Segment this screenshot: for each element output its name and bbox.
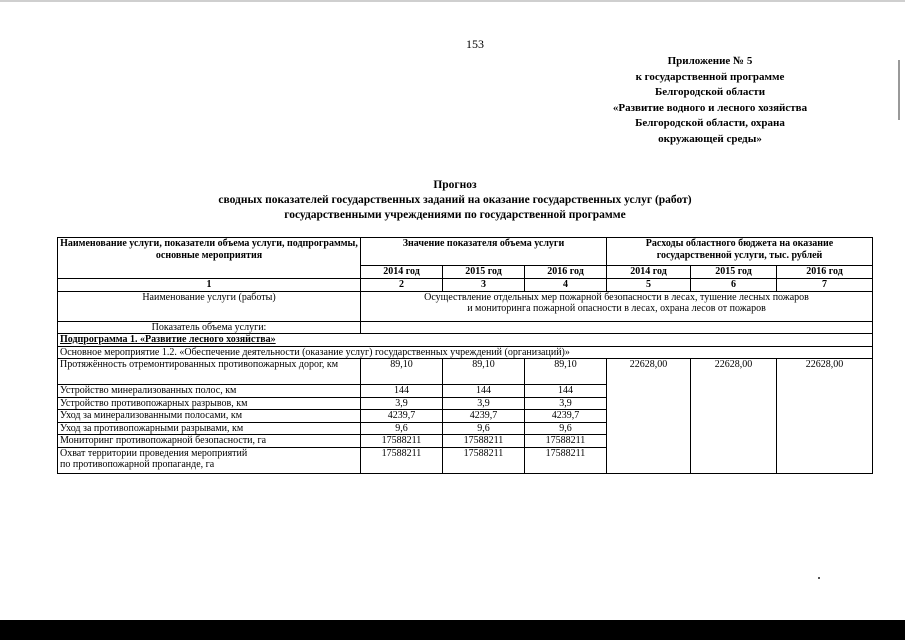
scan-bottom-edge bbox=[0, 620, 905, 640]
service-value bbox=[361, 291, 873, 321]
value-2015: 144 bbox=[443, 385, 525, 398]
appendix-line: Приложение № 5 bbox=[667, 55, 753, 67]
expense-2014: 22628,00 bbox=[607, 359, 691, 474]
value-2014: 3,9 bbox=[361, 397, 443, 410]
value-2015: 9,6 bbox=[443, 422, 525, 435]
value-2016: 89,10 bbox=[525, 359, 607, 385]
service-value-line: и мониторинга пожарной опасности в лесах, охрана лесов от пожаров bbox=[467, 303, 766, 314]
row-name-line: по противопожарной пропаганде, га bbox=[60, 459, 215, 470]
row-name bbox=[58, 447, 361, 473]
value-2015: 17588211 bbox=[443, 447, 525, 473]
year-header: 2014 год bbox=[361, 266, 443, 279]
header-volume-group: Значение показателя объема услуги bbox=[361, 238, 607, 266]
value-2015: 17588211 bbox=[443, 435, 525, 448]
subprogram-title: Подпрограмма 1. «Развитие лесного хозяйства» bbox=[58, 334, 873, 347]
document-heading bbox=[150, 178, 760, 223]
table-header-row bbox=[58, 238, 873, 266]
column-number-row bbox=[58, 279, 873, 292]
main-event-title: Основное мероприятие 1.2. «Обеспечение деятельности (оказание услуг) государственных учреждений (организаций)» bbox=[58, 346, 873, 359]
value-2015: 4239,7 bbox=[443, 410, 525, 423]
scan-top-edge bbox=[0, 0, 905, 2]
indicator-label: Показатель объема услуги: bbox=[58, 321, 361, 334]
value-2016: 4239,7 bbox=[525, 410, 607, 423]
column-number: 2 bbox=[361, 279, 443, 292]
value-2016: 9,6 bbox=[525, 422, 607, 435]
column-number: 1 bbox=[58, 279, 361, 292]
row-name: Протяжённость отремонтированных противопожарных дорог, км bbox=[58, 359, 361, 385]
scan-margin-mark bbox=[898, 60, 900, 120]
row-name: Мониторинг противопожарной безопасности, га bbox=[58, 435, 361, 448]
scan-speck bbox=[818, 577, 820, 579]
value-2016: 3,9 bbox=[525, 397, 607, 410]
row-name: Устройство противопожарных разрывов, км bbox=[58, 397, 361, 410]
appendix-line: к государственной программе bbox=[635, 70, 785, 83]
appendix-line: окружающей среды» bbox=[658, 132, 762, 145]
column-number: 6 bbox=[691, 279, 777, 292]
expense-2015: 22628,00 bbox=[691, 359, 777, 474]
page-number: 153 bbox=[466, 37, 484, 51]
expense-2016: 22628,00 bbox=[777, 359, 873, 474]
forecast-table bbox=[57, 237, 873, 474]
year-header: 2016 год bbox=[777, 266, 873, 279]
year-header: 2014 год bbox=[607, 266, 691, 279]
header-expense-group: Расходы областного бюджета на оказание государственной услуги, тыс. рублей bbox=[607, 238, 873, 266]
value-2014: 89,10 bbox=[361, 359, 443, 385]
value-2015: 3,9 bbox=[443, 397, 525, 410]
subprogram-row bbox=[58, 334, 873, 347]
column-number: 5 bbox=[607, 279, 691, 292]
service-label: Наименование услуги (работы) bbox=[58, 291, 361, 321]
value-2016: 144 bbox=[525, 385, 607, 398]
indicator-empty-cell bbox=[361, 321, 873, 334]
value-2014: 144 bbox=[361, 385, 443, 398]
appendix-line: «Развитие водного и лесного хозяйства bbox=[612, 101, 808, 114]
service-value-line: Осуществление отдельных мер пожарной безопасности в лесах, тушение лесных пожаров bbox=[424, 291, 809, 303]
service-row bbox=[58, 291, 873, 321]
main-event-row bbox=[58, 346, 873, 359]
appendix-line: Белгородской области bbox=[654, 86, 766, 98]
year-header: 2015 год bbox=[691, 266, 777, 279]
value-2016: 17588211 bbox=[525, 435, 607, 448]
header-name-column: Наименование услуги, показатели объема услуги, подпрограммы, основные мероприятия bbox=[58, 238, 361, 279]
row-name: Устройство минерализованных полос, км bbox=[58, 385, 361, 398]
row-name: Уход за противопожарными разрывами, км bbox=[58, 422, 361, 435]
heading-line: сводных показателей государственных заданий на оказание государственных услуг (работ) bbox=[218, 194, 692, 206]
column-number: 4 bbox=[525, 279, 607, 292]
table-row bbox=[58, 359, 873, 385]
value-2014: 17588211 bbox=[361, 435, 443, 448]
value-2014: 17588211 bbox=[361, 447, 443, 473]
appendix-block bbox=[575, 54, 845, 147]
value-2016: 17588211 bbox=[525, 447, 607, 473]
row-name-line: Охват территории проведения мероприятий bbox=[60, 447, 248, 459]
year-header: 2016 год bbox=[525, 266, 607, 279]
heading-line: государственными учреждениями по государственной программе bbox=[284, 209, 626, 221]
row-name: Уход за минерализованными полосами, км bbox=[58, 410, 361, 423]
value-2014: 4239,7 bbox=[361, 410, 443, 423]
appendix-line: Белгородской области, охрана bbox=[635, 117, 785, 129]
heading-title: Прогноз bbox=[433, 179, 477, 191]
column-number: 3 bbox=[443, 279, 525, 292]
indicator-row bbox=[58, 321, 873, 334]
value-2014: 9,6 bbox=[361, 422, 443, 435]
column-number: 7 bbox=[777, 279, 873, 292]
value-2015: 89,10 bbox=[443, 359, 525, 385]
year-header: 2015 год bbox=[443, 266, 525, 279]
